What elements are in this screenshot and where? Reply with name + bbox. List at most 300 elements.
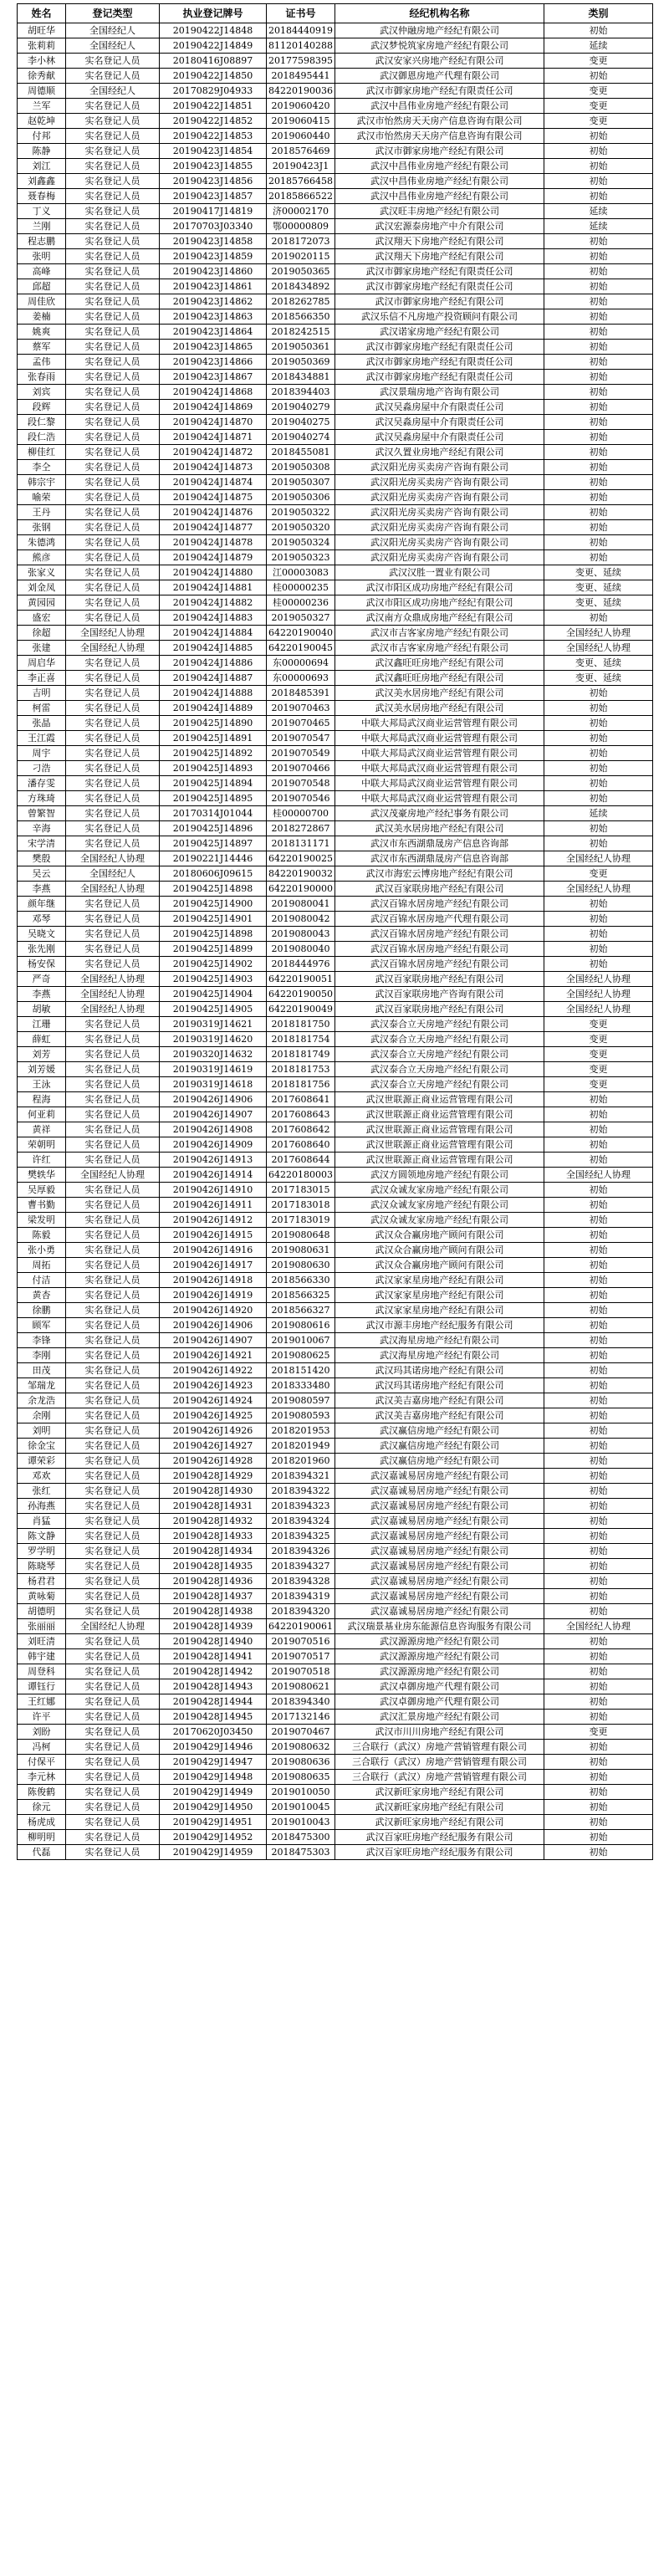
- cell-agency-name: 武汉市东西湖鼎晟房产信息咨询部: [335, 851, 544, 866]
- cell-certificate-number: 2019050320: [267, 520, 335, 535]
- cell-certificate-number: 2019010050: [267, 1785, 335, 1800]
- cell-name: 韩宇建: [18, 1649, 66, 1664]
- cell-license-number: 20190423J14863: [160, 309, 267, 325]
- cell-name: 兰军: [18, 99, 66, 114]
- cell-name: 何亚莉: [18, 1107, 66, 1122]
- cell-category: 延续: [544, 219, 653, 234]
- cell-license-number: 20190428J14937: [160, 1589, 267, 1604]
- cell-certificate-number: 2018566330: [267, 1273, 335, 1288]
- cell-registration-type: 实名登记人员: [66, 1137, 160, 1153]
- cell-certificate-number: 2019040275: [267, 415, 335, 430]
- table-row: [18, 129, 653, 144]
- table-row: [18, 1710, 653, 1725]
- cell-license-number: 20190319J14621: [160, 1017, 267, 1032]
- cell-certificate-number: 2018201949: [267, 1439, 335, 1454]
- cell-name: 刘金凤: [18, 580, 66, 595]
- cell-agency-name: 武汉百锦水居房地产经纪有限公司: [335, 897, 544, 912]
- table-row: [18, 1017, 653, 1032]
- cell-category: 初始: [544, 1694, 653, 1710]
- cell-agency-name: 武汉众合赢房地产顾问有限公司: [335, 1258, 544, 1273]
- table-row: [18, 927, 653, 942]
- cell-registration-type: 实名登记人员: [66, 1755, 160, 1770]
- cell-agency-name: 武汉阳光房买卖房产咨询有限公司: [335, 535, 544, 550]
- cell-license-number: 20190425J14898: [160, 927, 267, 942]
- cell-agency-name: 武汉方圆领地房地产经纪有限公司: [335, 1168, 544, 1183]
- cell-certificate-number: 2019070467: [267, 1725, 335, 1740]
- cell-certificate-number: 东00000693: [267, 671, 335, 686]
- cell-category: 初始: [544, 1785, 653, 1800]
- cell-license-number: 20190426J14917: [160, 1258, 267, 1273]
- cell-certificate-number: 2018181749: [267, 1047, 335, 1062]
- cell-registration-type: 全国经纪人: [66, 866, 160, 882]
- cell-name: 吴云: [18, 866, 66, 882]
- cell-category: 变更、延续: [544, 565, 653, 580]
- cell-license-number: 20190429J14951: [160, 1815, 267, 1830]
- table-row: [18, 626, 653, 641]
- cell-category: 初始: [544, 1679, 653, 1694]
- cell-license-number: 20190319J14619: [160, 1062, 267, 1077]
- cell-name: 张红: [18, 1484, 66, 1499]
- cell-category: 初始: [544, 957, 653, 972]
- cell-registration-type: 实名登记人员: [66, 174, 160, 189]
- cell-agency-name: 武汉嘉诚易居房地产经纪有限公司: [335, 1574, 544, 1589]
- cell-name: 江珊: [18, 1017, 66, 1032]
- cell-category: 初始: [544, 1664, 653, 1679]
- cell-category: 初始: [544, 912, 653, 927]
- cell-registration-type: 实名登记人员: [66, 1815, 160, 1830]
- cell-registration-type: 实名登记人员: [66, 897, 160, 912]
- cell-agency-name: 武汉玛其诺房地产经纪有限公司: [335, 1363, 544, 1378]
- cell-registration-type: 实名登记人员: [66, 806, 160, 821]
- table-row: [18, 219, 653, 234]
- cell-certificate-number: 20184440919: [267, 23, 335, 38]
- cell-category: 初始: [544, 791, 653, 806]
- cell-agency-name: 武汉市御家房地产经纪有限责任公司: [335, 279, 544, 294]
- cell-certificate-number: 2019080042: [267, 912, 335, 927]
- cell-license-number: 20190426J14927: [160, 1439, 267, 1454]
- cell-registration-type: 全国经纪人: [66, 38, 160, 54]
- cell-license-number: 20190424J14871: [160, 430, 267, 445]
- cell-agency-name: 武汉美水居房地产经纪有限公司: [335, 701, 544, 716]
- cell-category: 初始: [544, 460, 653, 475]
- cell-certificate-number: 2018181754: [267, 1032, 335, 1047]
- cell-license-number: 20190426J14919: [160, 1288, 267, 1303]
- table-row: [18, 23, 653, 38]
- cell-license-number: 20190424J14881: [160, 580, 267, 595]
- table-row: [18, 836, 653, 851]
- cell-registration-type: 实名登记人员: [66, 1243, 160, 1258]
- cell-agency-name: 武汉众诚友家房地产经纪有限公司: [335, 1198, 544, 1213]
- cell-name: 黄祥: [18, 1122, 66, 1137]
- cell-agency-name: 武汉翔天下房地产经纪有限公司: [335, 234, 544, 249]
- cell-name: 杨安保: [18, 957, 66, 972]
- cell-name: 姜楠: [18, 309, 66, 325]
- cell-agency-name: 武汉众合赢房地产顾问有限公司: [335, 1228, 544, 1243]
- cell-category: 初始: [544, 776, 653, 791]
- table-row: [18, 84, 653, 99]
- cell-registration-type: 实名登记人员: [66, 1454, 160, 1469]
- cell-category: 初始: [544, 731, 653, 746]
- cell-name: 付保平: [18, 1755, 66, 1770]
- cell-registration-type: 实名登记人员: [66, 430, 160, 445]
- cell-registration-type: 实名登记人员: [66, 1408, 160, 1423]
- cell-agency-name: 武汉新旺家房地产经纪有限公司: [335, 1785, 544, 1800]
- cell-name: 柳佳红: [18, 445, 66, 460]
- cell-registration-type: 实名登记人员: [66, 1785, 160, 1800]
- cell-registration-type: 实名登记人员: [66, 535, 160, 550]
- table-row: [18, 1755, 653, 1770]
- table-row: [18, 1047, 653, 1062]
- cell-name: 吴晓文: [18, 927, 66, 942]
- table-row: [18, 942, 653, 957]
- cell-certificate-number: 2019010067: [267, 1333, 335, 1348]
- cell-category: 初始: [544, 1393, 653, 1408]
- cell-category: 延续: [544, 204, 653, 219]
- cell-category: 初始: [544, 309, 653, 325]
- table-row: [18, 1514, 653, 1529]
- cell-name: 李刚: [18, 1348, 66, 1363]
- table-row: [18, 1273, 653, 1288]
- table-row: [18, 1077, 653, 1092]
- cell-license-number: 20190424J14868: [160, 385, 267, 400]
- cell-license-number: 20190428J14939: [160, 1619, 267, 1634]
- cell-name: 徐金宝: [18, 1439, 66, 1454]
- cell-registration-type: 实名登记人员: [66, 611, 160, 626]
- table-row: [18, 1725, 653, 1740]
- cell-agency-name: 武汉世联源正商业运营管理有限公司: [335, 1107, 544, 1122]
- cell-license-number: 20190426J14922: [160, 1363, 267, 1378]
- table-row: [18, 400, 653, 415]
- cell-agency-name: 武汉家家星房地产经纪有限公司: [335, 1303, 544, 1318]
- cell-agency-name: 武汉市吉客家房地产经纪有限公司: [335, 626, 544, 641]
- cell-certificate-number: 2019080597: [267, 1393, 335, 1408]
- table-row: [18, 1830, 653, 1845]
- cell-name: 张明: [18, 249, 66, 264]
- cell-license-number: 20190428J14936: [160, 1574, 267, 1589]
- cell-name: 徐超: [18, 626, 66, 641]
- cell-agency-name: 武汉旺丰房地产经纪有限公司: [335, 204, 544, 219]
- cell-certificate-number: 2018201960: [267, 1454, 335, 1469]
- cell-certificate-number: 2019050361: [267, 340, 335, 355]
- cell-license-number: 20190423J14862: [160, 294, 267, 309]
- cell-category: 初始: [544, 1107, 653, 1122]
- cell-certificate-number: 20185866522: [267, 189, 335, 204]
- cell-name: 熊彦: [18, 550, 66, 565]
- cell-category: 初始: [544, 325, 653, 340]
- cell-certificate-number: 20190423J1: [267, 159, 335, 174]
- table-row: [18, 716, 653, 731]
- cell-certificate-number: 2019080648: [267, 1228, 335, 1243]
- cell-certificate-number: 2019080635: [267, 1770, 335, 1785]
- cell-name: 陈文静: [18, 1529, 66, 1544]
- cell-category: 全国经纪人协理: [544, 1002, 653, 1017]
- cell-registration-type: 实名登记人员: [66, 821, 160, 836]
- cell-agency-name: 武汉南方众鼎成房地产经纪有限公司: [335, 611, 544, 626]
- cell-name: 胡旺华: [18, 23, 66, 38]
- table-row: [18, 1363, 653, 1378]
- cell-registration-type: 实名登记人员: [66, 686, 160, 701]
- cell-certificate-number: 2019050322: [267, 505, 335, 520]
- cell-certificate-number: 2018394323: [267, 1499, 335, 1514]
- cell-agency-name: 武汉御恩房地产代理有限公司: [335, 69, 544, 84]
- cell-name: 肖猛: [18, 1514, 66, 1529]
- cell-license-number: 20190425J14903: [160, 972, 267, 987]
- table-row: [18, 1815, 653, 1830]
- cell-category: 初始: [544, 746, 653, 761]
- cell-agency-name: 武汉嘉诚易居房地产经纪有限公司: [335, 1544, 544, 1559]
- cell-registration-type: 实名登记人员: [66, 656, 160, 671]
- cell-license-number: 20190426J14920: [160, 1303, 267, 1318]
- cell-registration-type: 全国经纪人: [66, 84, 160, 99]
- cell-agency-name: 武汉赢信房地产经纪有限公司: [335, 1439, 544, 1454]
- cell-certificate-number: 桂00000700: [267, 806, 335, 821]
- table-row: [18, 1845, 653, 1860]
- cell-certificate-number: 2018131171: [267, 836, 335, 851]
- cell-name: 程海: [18, 1092, 66, 1107]
- cell-category: 初始: [544, 1649, 653, 1664]
- cell-name: 李元林: [18, 1770, 66, 1785]
- cell-agency-name: 武汉源源房地产经纪有限公司: [335, 1664, 544, 1679]
- cell-name: 谭荣彩: [18, 1454, 66, 1469]
- cell-name: 张建: [18, 641, 66, 656]
- cell-name: 许平: [18, 1710, 66, 1725]
- cell-registration-type: 实名登记人员: [66, 731, 160, 746]
- cell-license-number: 20190423J14857: [160, 189, 267, 204]
- cell-license-number: 20180416J08897: [160, 54, 267, 69]
- cell-certificate-number: 2019050324: [267, 535, 335, 550]
- cell-registration-type: 实名登记人员: [66, 415, 160, 430]
- cell-registration-type: 实名登记人员: [66, 1153, 160, 1168]
- cell-license-number: 20190429J14952: [160, 1830, 267, 1845]
- cell-category: 延续: [544, 38, 653, 54]
- cell-registration-type: 实名登记人员: [66, 219, 160, 234]
- cell-agency-name: 武汉世联源正商业运营管理有限公司: [335, 1092, 544, 1107]
- cell-agency-name: 武汉百家联房地产经纪有限公司: [335, 972, 544, 987]
- cell-certificate-number: 64220190049: [267, 1002, 335, 1017]
- table-row: [18, 957, 653, 972]
- cell-certificate-number: 81120140288: [267, 38, 335, 54]
- cell-agency-name: 武汉美吉嘉房地产经纪有限公司: [335, 1393, 544, 1408]
- cell-name: 杨虎成: [18, 1815, 66, 1830]
- cell-category: 初始: [544, 1183, 653, 1198]
- cell-registration-type: 实名登记人员: [66, 1800, 160, 1815]
- cell-certificate-number: 2017183015: [267, 1183, 335, 1198]
- cell-agency-name: 武汉鑫旺旺房地产经纪有限公司: [335, 671, 544, 686]
- cell-name: 周佳欣: [18, 294, 66, 309]
- table-row: [18, 249, 653, 264]
- cell-name: 赵乾坤: [18, 114, 66, 129]
- cell-category: 初始: [544, 1243, 653, 1258]
- cell-registration-type: 实名登记人员: [66, 475, 160, 490]
- cell-category: 初始: [544, 1710, 653, 1725]
- cell-registration-type: 实名登记人员: [66, 746, 160, 761]
- cell-name: 谭钰行: [18, 1679, 66, 1694]
- cell-certificate-number: 2017608643: [267, 1107, 335, 1122]
- cell-license-number: 20190422J14853: [160, 129, 267, 144]
- cell-category: 全国经纪人协理: [544, 851, 653, 866]
- cell-agency-name: 武汉仲融房地产经纪有限公司: [335, 23, 544, 38]
- cell-certificate-number: 江00003083: [267, 565, 335, 580]
- cell-certificate-number: 2018181756: [267, 1077, 335, 1092]
- cell-category: 全国经纪人协理: [544, 626, 653, 641]
- cell-license-number: 20190428J14933: [160, 1529, 267, 1544]
- table-row: [18, 355, 653, 370]
- cell-registration-type: 实名登记人员: [66, 1604, 160, 1619]
- cell-name: 李正喜: [18, 671, 66, 686]
- cell-license-number: 20190428J14930: [160, 1484, 267, 1499]
- cell-category: 变更: [544, 1062, 653, 1077]
- header-registration-type: 登记类型: [66, 4, 160, 23]
- cell-license-number: 20190424J14879: [160, 550, 267, 565]
- cell-certificate-number: 2018394320: [267, 1604, 335, 1619]
- cell-license-number: 20190428J14945: [160, 1710, 267, 1725]
- cell-agency-name: 武汉市御家房地产经纪有限责任公司: [335, 84, 544, 99]
- cell-certificate-number: 2019040274: [267, 430, 335, 445]
- cell-category: 初始: [544, 1574, 653, 1589]
- cell-registration-type: 实名登记人员: [66, 234, 160, 249]
- cell-license-number: 20190425J14901: [160, 912, 267, 927]
- cell-category: 变更、延续: [544, 656, 653, 671]
- cell-license-number: 20190426J14907: [160, 1107, 267, 1122]
- cell-agency-name: 武汉市阳区成功房地产经纪有限公司: [335, 595, 544, 611]
- cell-certificate-number: 2018394324: [267, 1514, 335, 1529]
- table-row: [18, 1228, 653, 1243]
- cell-agency-name: 武汉众诚友家房地产经纪有限公司: [335, 1213, 544, 1228]
- cell-certificate-number: 2018444976: [267, 957, 335, 972]
- cell-name: 蔡军: [18, 340, 66, 355]
- table-row: [18, 1122, 653, 1137]
- cell-name: 余刚: [18, 1408, 66, 1423]
- cell-name: 梁发明: [18, 1213, 66, 1228]
- cell-name: 徐秀献: [18, 69, 66, 84]
- cell-license-number: 20190422J14851: [160, 99, 267, 114]
- cell-certificate-number: 64220190025: [267, 851, 335, 866]
- table-row: [18, 1770, 653, 1785]
- cell-certificate-number: 2019060440: [267, 129, 335, 144]
- cell-name: 樊轶华: [18, 1168, 66, 1183]
- cell-name: 徐元: [18, 1800, 66, 1815]
- cell-name: 王江霞: [18, 731, 66, 746]
- cell-certificate-number: 2019080043: [267, 927, 335, 942]
- cell-license-number: 20190429J14949: [160, 1785, 267, 1800]
- cell-category: 变更: [544, 1047, 653, 1062]
- cell-certificate-number: 2018394325: [267, 1529, 335, 1544]
- cell-license-number: 20190426J14915: [160, 1228, 267, 1243]
- cell-registration-type: 实名登记人员: [66, 1514, 160, 1529]
- table-row: [18, 1619, 653, 1634]
- cell-registration-type: 实名登记人员: [66, 1830, 160, 1845]
- cell-category: 初始: [544, 294, 653, 309]
- cell-agency-name: 武汉市御家房地产经纪有限责任公司: [335, 264, 544, 279]
- cell-name: 刘芳: [18, 1047, 66, 1062]
- cell-certificate-number: 2018566350: [267, 309, 335, 325]
- cell-agency-name: 武汉汉胜一置业有限公司: [335, 565, 544, 580]
- cell-certificate-number: 2018576469: [267, 144, 335, 159]
- table-row: [18, 1092, 653, 1107]
- cell-agency-name: 武汉泰合立天房地产经纪有限公司: [335, 1077, 544, 1092]
- cell-name: 代磊: [18, 1845, 66, 1860]
- cell-registration-type: 全国经纪人协理: [66, 972, 160, 987]
- table-row: [18, 746, 653, 761]
- header-agency-name: 经纪机构名称: [335, 4, 544, 23]
- cell-name: 黄园园: [18, 595, 66, 611]
- cell-license-number: 20190429J14946: [160, 1740, 267, 1755]
- cell-certificate-number: 2018475303: [267, 1845, 335, 1860]
- cell-license-number: 20190428J14938: [160, 1604, 267, 1619]
- cell-certificate-number: 2019080631: [267, 1243, 335, 1258]
- cell-certificate-number: 2019070466: [267, 761, 335, 776]
- cell-agency-name: 武汉翔天下房地产经纪有限公司: [335, 249, 544, 264]
- cell-registration-type: 实名登记人员: [66, 445, 160, 460]
- cell-agency-name: 三合联行（武汉）房地产营销管理有限公司: [335, 1755, 544, 1770]
- table-row: [18, 1559, 653, 1574]
- cell-agency-name: 武汉百家联房地产咨询有限公司: [335, 987, 544, 1002]
- table-row: [18, 1800, 653, 1815]
- cell-name: 方珠琦: [18, 791, 66, 806]
- cell-license-number: 20170620J03450: [160, 1725, 267, 1740]
- cell-license-number: 20190424J14887: [160, 671, 267, 686]
- table-row: [18, 611, 653, 626]
- cell-name: 刘芳媛: [18, 1062, 66, 1077]
- table-row: [18, 1062, 653, 1077]
- cell-license-number: 20190429J14948: [160, 1770, 267, 1785]
- cell-name: 朱德鸿: [18, 535, 66, 550]
- cell-name: 喻荣: [18, 490, 66, 505]
- cell-category: 初始: [544, 1137, 653, 1153]
- cell-license-number: 20190429J14947: [160, 1755, 267, 1770]
- table-row: [18, 701, 653, 716]
- cell-name: 王丹: [18, 505, 66, 520]
- header-name: 姓名: [18, 4, 66, 23]
- cell-agency-name: 武汉阳光房买卖房产咨询有限公司: [335, 475, 544, 490]
- cell-license-number: 20190428J14935: [160, 1559, 267, 1574]
- cell-registration-type: 实名登记人员: [66, 927, 160, 942]
- cell-category: 初始: [544, 264, 653, 279]
- cell-agency-name: 武汉阳光房买卖房产咨询有限公司: [335, 520, 544, 535]
- cell-agency-name: 武汉嘉诚易居房地产经纪有限公司: [335, 1604, 544, 1619]
- cell-registration-type: 实名登记人员: [66, 1634, 160, 1649]
- cell-certificate-number: 桂00000236: [267, 595, 335, 611]
- cell-category: 初始: [544, 686, 653, 701]
- cell-certificate-number: 2019040279: [267, 400, 335, 415]
- cell-category: 初始: [544, 1408, 653, 1423]
- table-row: [18, 1183, 653, 1198]
- cell-name: 兰刚: [18, 219, 66, 234]
- cell-name: 张家义: [18, 565, 66, 580]
- cell-license-number: 20190424J14889: [160, 701, 267, 716]
- cell-name: 刘鑫鑫: [18, 174, 66, 189]
- cell-certificate-number: 2017183019: [267, 1213, 335, 1228]
- cell-registration-type: 实名登记人员: [66, 1378, 160, 1393]
- cell-agency-name: 武汉市东西湖鼎晟房产信息咨询部: [335, 836, 544, 851]
- table-row: [18, 1243, 653, 1258]
- cell-name: 邹瑞龙: [18, 1378, 66, 1393]
- cell-certificate-number: 84220190032: [267, 866, 335, 882]
- cell-agency-name: 武汉海星房地产经纪有限公司: [335, 1333, 544, 1348]
- cell-registration-type: 实名登记人员: [66, 1183, 160, 1198]
- cell-registration-type: 实名登记人员: [66, 1439, 160, 1454]
- table-row: [18, 1348, 653, 1363]
- cell-certificate-number: 2019010045: [267, 1800, 335, 1815]
- cell-certificate-number: 2017132146: [267, 1710, 335, 1725]
- cell-name: 周拓: [18, 1258, 66, 1273]
- cell-registration-type: 实名登记人员: [66, 355, 160, 370]
- cell-registration-type: 实名登记人员: [66, 1574, 160, 1589]
- cell-registration-type: 实名登记人员: [66, 716, 160, 731]
- cell-name: 吴厚毅: [18, 1183, 66, 1198]
- cell-category: 初始: [544, 535, 653, 550]
- cell-registration-type: 实名登记人员: [66, 791, 160, 806]
